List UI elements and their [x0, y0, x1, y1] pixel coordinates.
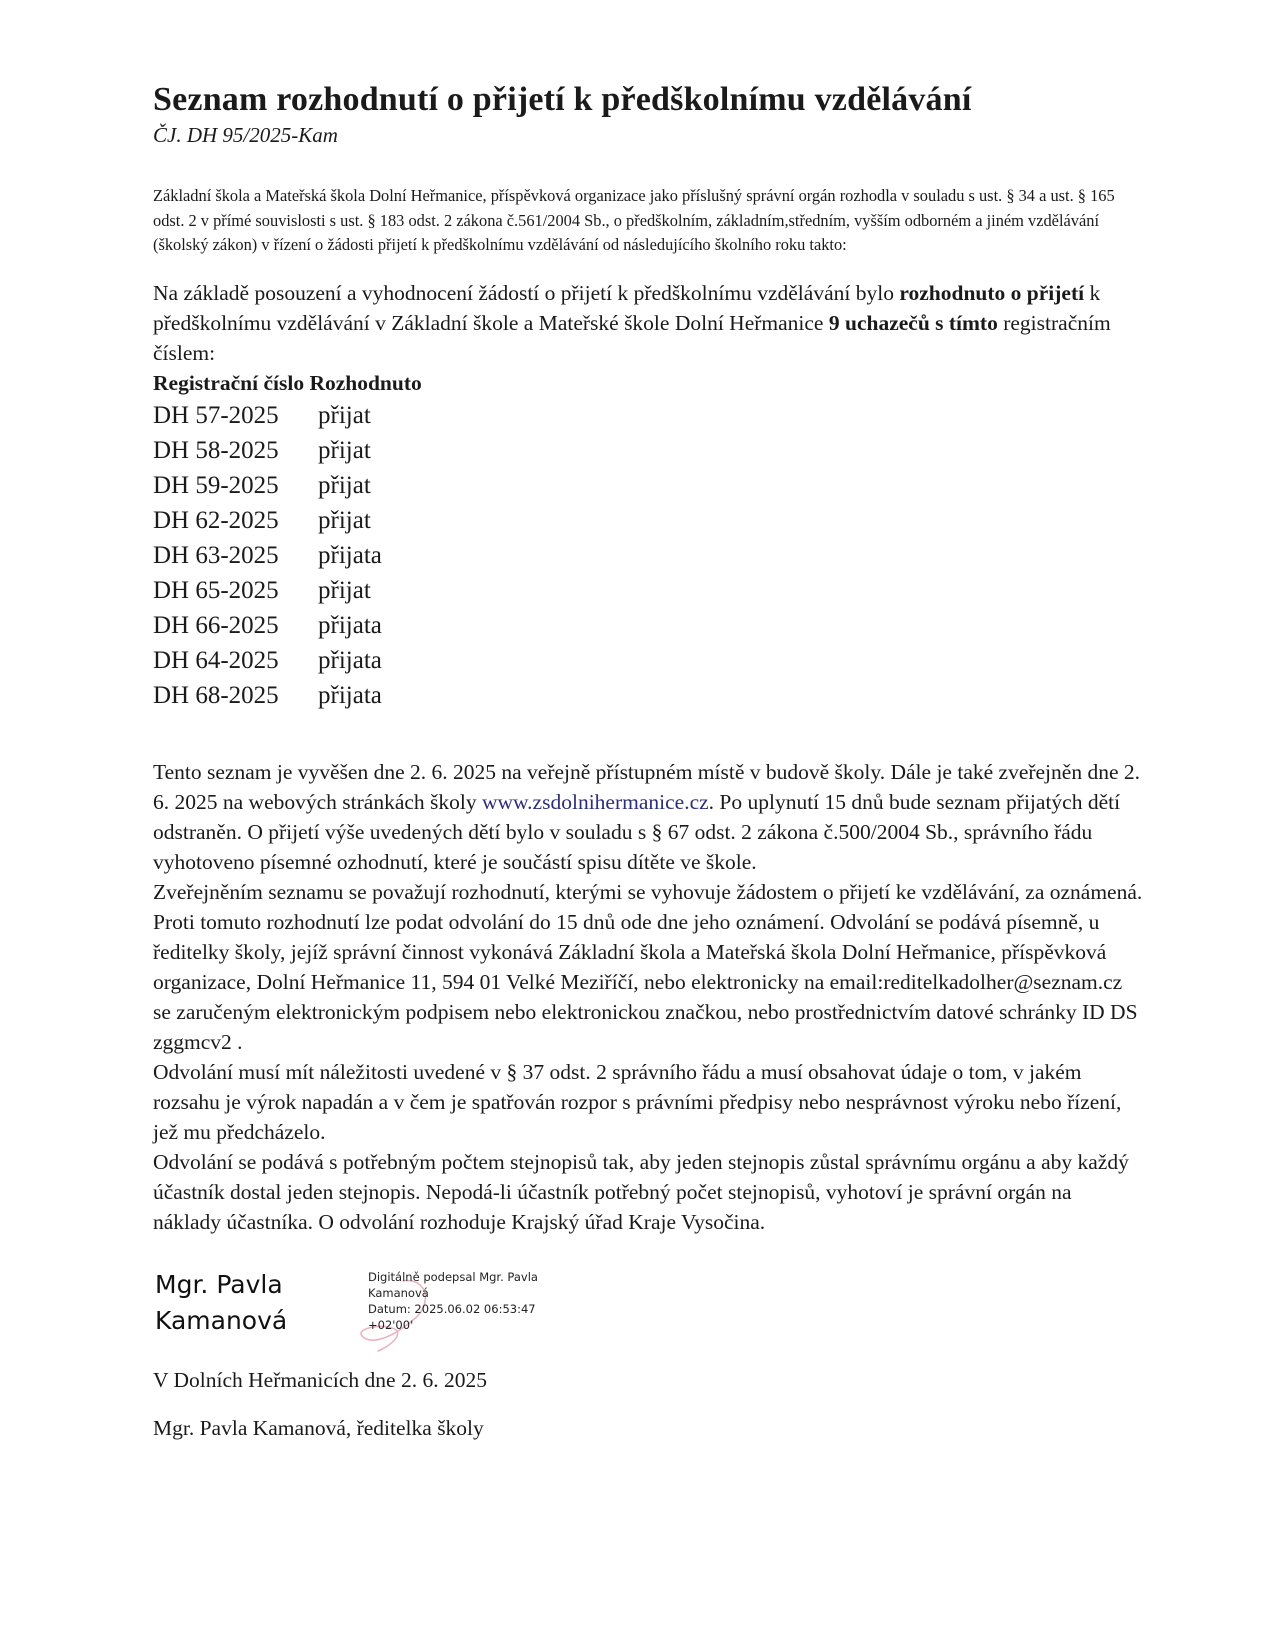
registration-row [153, 433, 1143, 468]
lead-text-1: Na základě posouzení a vyhodnocení žádostí o přijetí k předškolnímu vzdělávání bylo [153, 280, 900, 305]
place-and-date: V Dolních Heřmanicích dne 2. 6. 2025 [153, 1367, 487, 1392]
notice-text-before-link: Tento seznam je vyvěšen dne 2. 6. 2025 na veřejně přístupném místě v budově školy. Dále je také zveřejněn dne 2. 6. 2025 na webových stránkách školy [153, 759, 1140, 814]
registration-number: DH 62-2025 [153, 506, 279, 534]
signatory-line: Mgr. Pavla Kamanová, ředitelka školy [153, 1415, 484, 1440]
lead-bold-2: 9 uchazečů s tímto [828, 310, 998, 335]
school-website-link[interactable]: www.zsdolnihermanice.cz [482, 789, 709, 814]
registration-row [153, 608, 1143, 643]
digital-signature-block [153, 1267, 1143, 1357]
registration-row [153, 538, 1143, 573]
notice-paragraph-publication [153, 757, 1143, 877]
registration-number: DH 65-2025 [153, 576, 279, 604]
registration-decision: přijat [318, 506, 371, 534]
registration-list [153, 398, 1143, 713]
lead-text-3: registračním číslem: [153, 310, 1111, 365]
registration-row [153, 643, 1143, 678]
registration-decision: přijat [318, 436, 371, 464]
registration-number: DH 57-2025 [153, 401, 279, 429]
registration-decision: přijata [318, 611, 382, 639]
notice-text [153, 757, 1143, 1237]
registration-number: DH 64-2025 [153, 646, 279, 674]
registration-number: DH 59-2025 [153, 471, 279, 499]
registration-row [153, 398, 1143, 433]
document-page [153, 80, 1143, 1443]
registration-row [153, 468, 1143, 503]
notice-text-after-link: . Po uplynutí 15 dnů bude seznam přijatých dětí odstraněn. O přijetí výše uvedených dětí bylo v souladu s § 67 odst. 2 zákona č.500/2004 Sb., správního řádu vyhotoveno písemné ozhodnutí, které je součástí spisu dítěte ve škole. [153, 789, 1121, 874]
registration-row [153, 678, 1143, 713]
lead-bold-1: rozhodnuto o přijetí [899, 280, 1085, 305]
registration-decision: přijat [318, 576, 371, 604]
notice-paragraph-appeal: Proti tomuto rozhodnutí lze podat odvolání do 15 dnů ode dne jeho oznámení. Odvolání se podává písemně, u ředitelky školy, jejíž správní činnost vykonává Základní škola a Mateřská škola Dolní Heřmanice, příspěvková organizace, Dolní Heřmanice 11, 594 01 Velké Meziříčí, nebo elektronicky na email:reditelkadolher@seznam.cz se zaručeným elektronickým podpisem nebo elektronickou značkou, nebo prostřednictvím datové schránky ID DS zggmcv2 . [153, 909, 1138, 1054]
registration-decision: přijat [318, 471, 371, 499]
registration-number: DH 68-2025 [153, 681, 279, 709]
notice-paragraph-appeal-requirements: Odvolání musí mít náležitosti uvedené v § 37 odst. 2 správního řádu a musí obsahovat údaje o tom, v jakém rozsahu je výrok napadán a v čem je spatřován rozpor s právními předpisy nebo nesprávnost výroku nebo řízení, jež mu předcházelo. [153, 1059, 1122, 1144]
signature-meta-timezone: +02'00' [368, 1317, 414, 1332]
registration-decision: přijata [318, 646, 382, 674]
registration-number: DH 58-2025 [153, 436, 279, 464]
registration-decision: přijata [318, 541, 382, 569]
registration-decision: přijata [318, 681, 382, 709]
notice-paragraph-announcement: Zveřejněním seznamu se považují rozhodnutí, kterými se vyhovuje žádostem o přijetí ke vzdělávání, za oznámená. [153, 879, 1143, 904]
lead-text-2: k předškolnímu vzdělávání v Základní škole a Mateřské škole Dolní Heřmanice [153, 280, 1101, 335]
document-title: Seznam rozhodnutí o přijetí k předškolnímu vzdělávání [153, 81, 972, 118]
signature-metadata [368, 1269, 588, 1333]
registration-row [153, 573, 1143, 608]
reference-number: ČJ. DH 95/2025-Kam [153, 123, 338, 147]
notice-paragraph-appeal-copies: Odvolání se podává s potřebným počtem stejnopisů tak, aby jeden stejnopis zůstal správnímu orgánu a aby každý účastník dostal jeden stejnopis. Nepodá-li účastník potřebný počet stejnopisů, vyhotoví je správní orgán na náklady účastníka. O odvolání rozhoduje Krajský úřad Kraje Vysočina. [153, 1149, 1129, 1234]
signature-meta-signed-by: Digitálně podepsal Mgr. Pavla Kamanová [368, 1269, 538, 1300]
registration-number: DH 63-2025 [153, 541, 279, 569]
signature-meta-date: Datum: 2025.06.02 06:53:47 [368, 1301, 536, 1316]
lead-paragraph [153, 278, 1143, 368]
registration-decision: přijat [318, 401, 371, 429]
registration-number: DH 66-2025 [153, 611, 279, 639]
signer-name: Mgr. Pavla Kamanová [155, 1269, 288, 1335]
registration-row [153, 503, 1143, 538]
registration-list-header: Registrační číslo Rozhodnuto [153, 370, 422, 395]
intro-paragraph: Základní škola a Mateřská škola Dolní Heřmanice, příspěvková organizace jako příslušný správní orgán rozhodla v souladu s ust. § 34 a ust. § 165 odst. 2 v přímé souvislosti s ust. § 183 odst. 2 zákona č.561/2004 Sb., o předškolním, základním,středním, vyšším odborném a jiném vzdělávání (školský zákon) v řízení o žádosti přijetí k předškolnímu vzdělávání od následujícího školního roku takto: [153, 186, 1115, 254]
